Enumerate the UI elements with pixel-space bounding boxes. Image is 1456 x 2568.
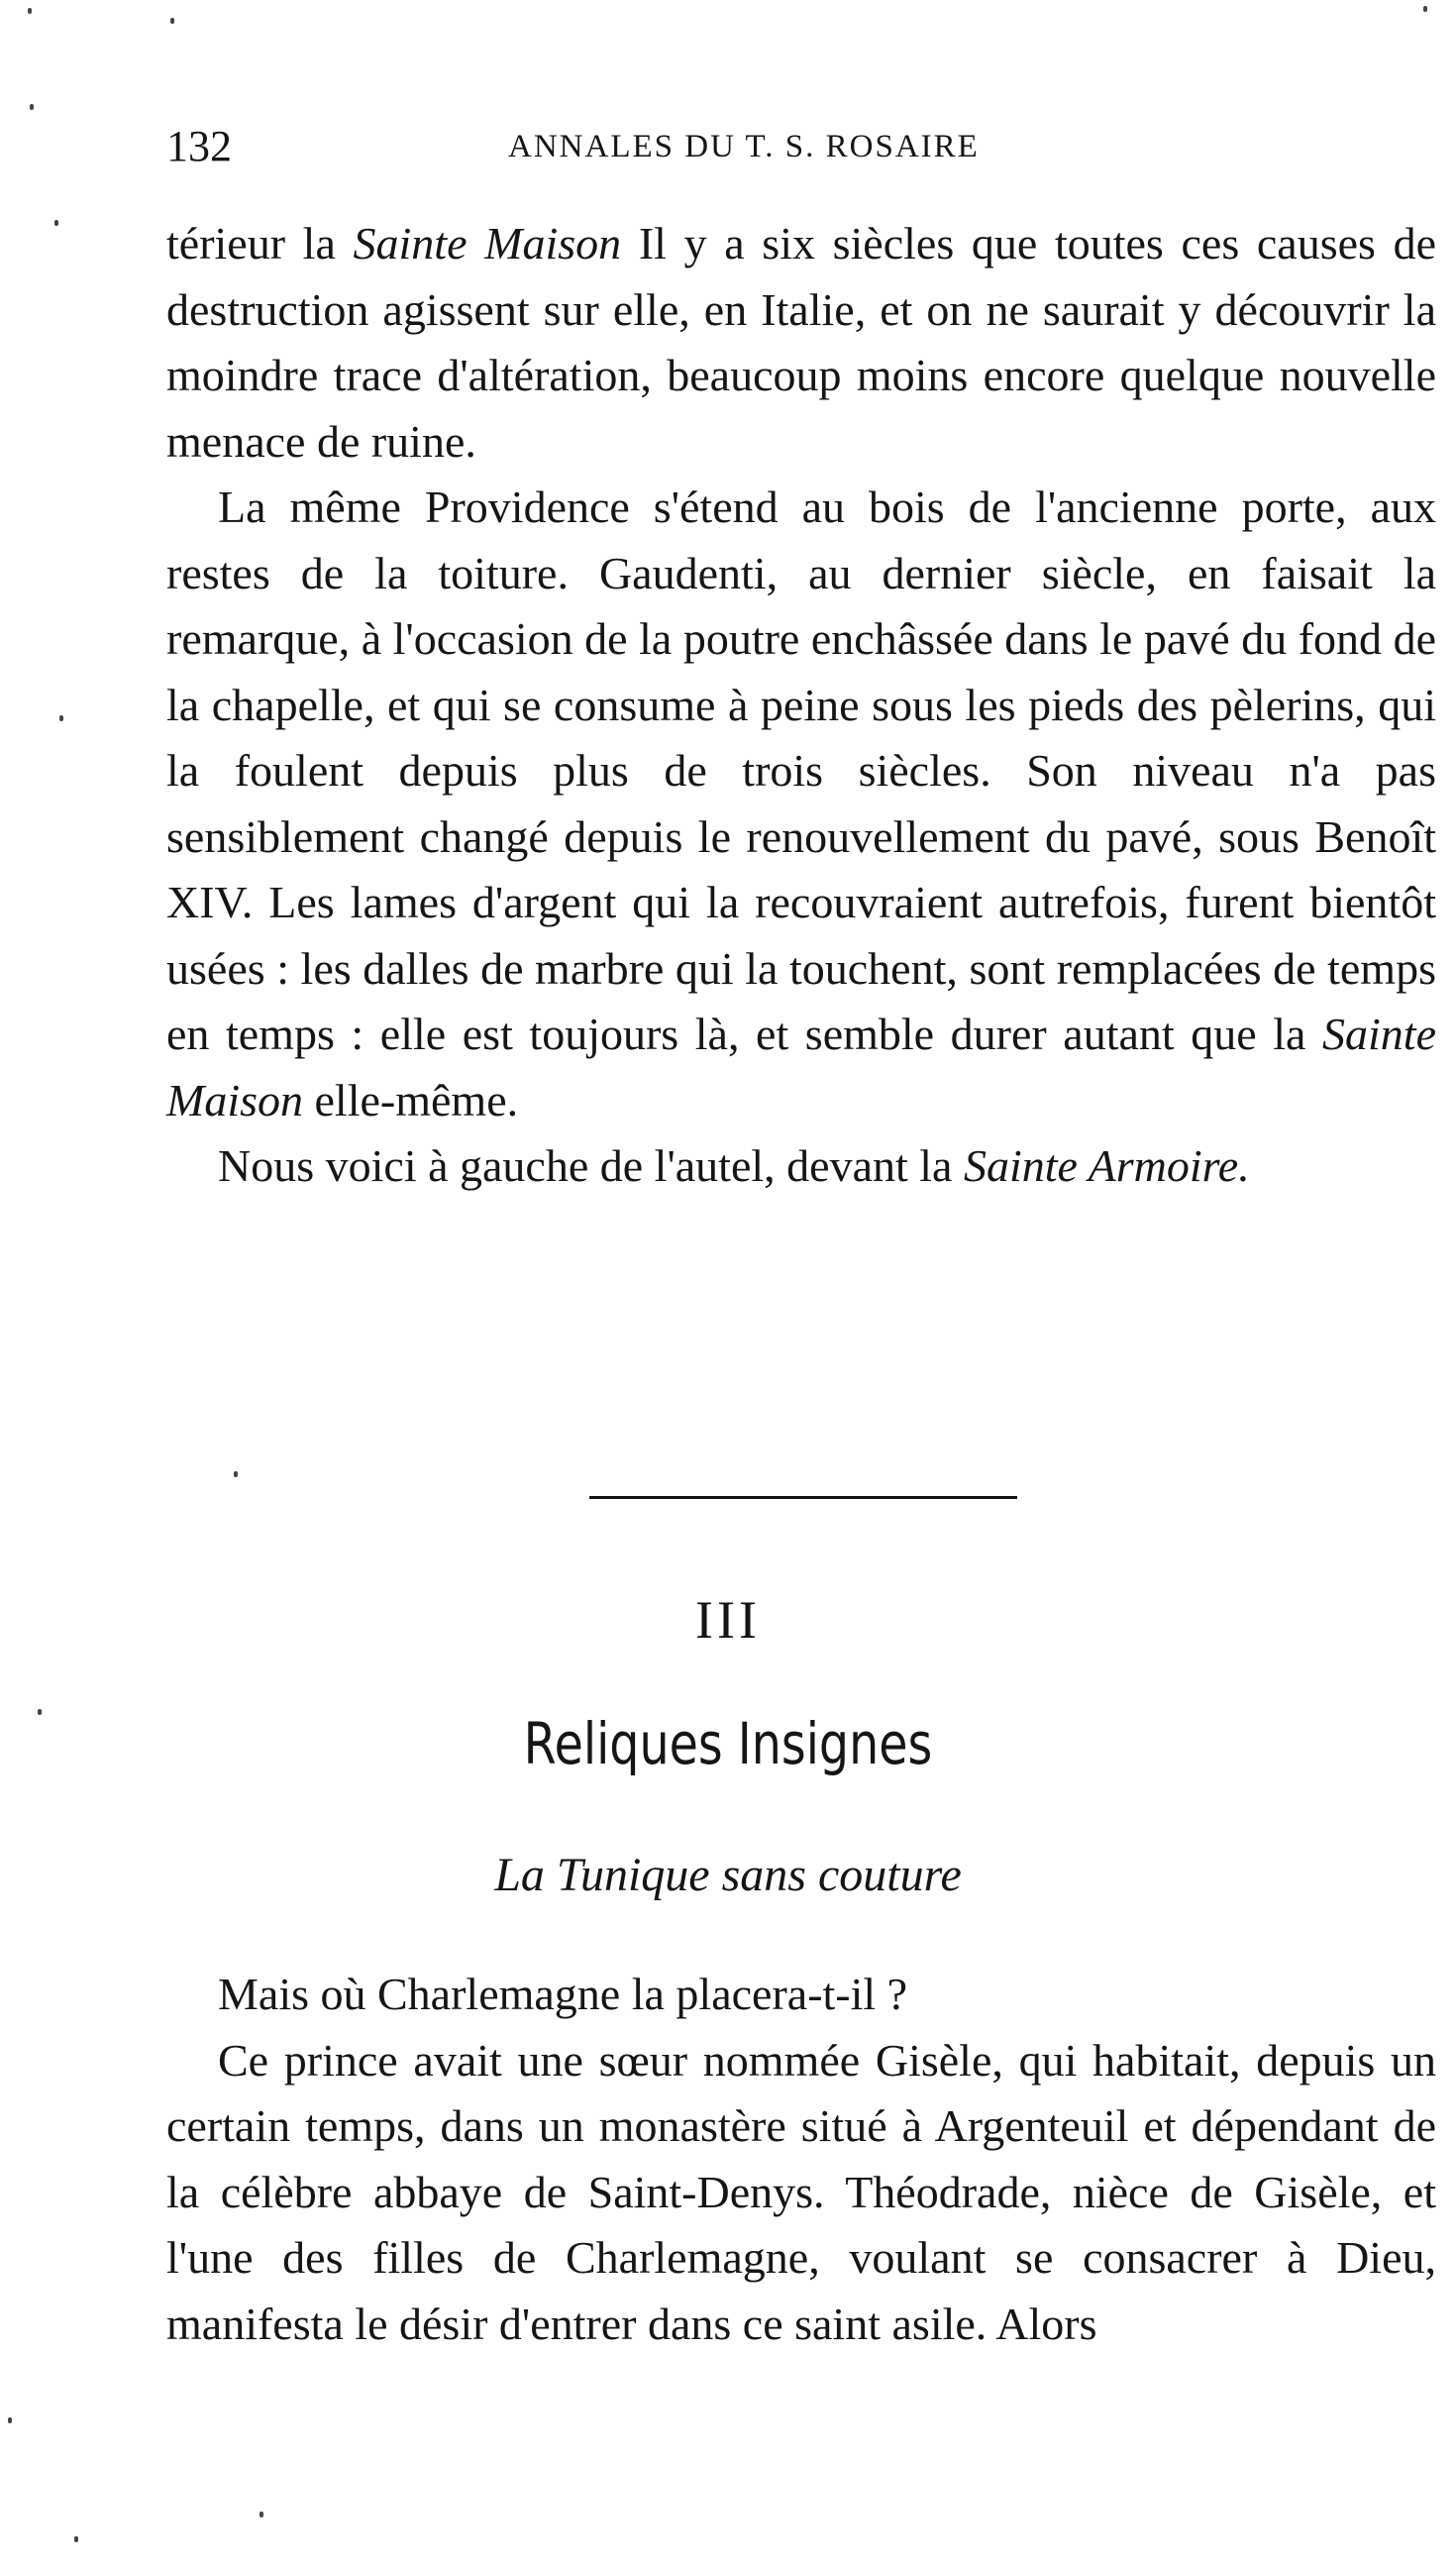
italic-term: Sainte Armoire. <box>963 1140 1250 1191</box>
paragraph-text: Nous voici à gauche de l'autel, devant la <box>218 1140 964 1191</box>
paragraph-text: térieur la <box>166 218 354 268</box>
section-divider <box>589 1496 1017 1499</box>
section-number: III <box>695 1590 761 1650</box>
body-text <box>166 211 1436 1200</box>
scan-speck <box>8 2417 12 2423</box>
italic-term: Sainte Maison <box>353 218 622 268</box>
paragraph-text: elle-même. <box>303 1074 519 1125</box>
scan-speck <box>170 18 174 24</box>
paragraph-armoire <box>166 1133 1436 1200</box>
scan-speck <box>260 2512 263 2517</box>
section-body <box>166 1962 1436 2357</box>
page-number: 132 <box>166 122 232 170</box>
paragraph-continued <box>166 211 1436 475</box>
section-subtitle: La Tunique sans couture <box>494 1849 962 1901</box>
section-title: Reliques Insignes <box>523 1710 933 1777</box>
running-head <box>166 117 1434 176</box>
italic-term: Sainte Maison <box>166 1009 1436 1125</box>
scan-speck <box>234 1471 238 1477</box>
paragraph-gisele: Ce prince avait une sœur nommée Gisèle, qui habitait, depuis un certain temps, dans un monastère situé à Argenteuil et dépendant de la célèbre abbaye de Saint-Denys. Théodrade, nièce de Gisèle, et l'une des filles de Charlemagne, voulant se consacrer à Dieu, manifesta le désir d'entrer dans ce saint asile. Alors <box>166 2034 1436 2349</box>
scan-speck <box>1423 6 1427 12</box>
scan-speck <box>59 715 63 721</box>
scan-speck <box>74 2536 78 2542</box>
running-title: ANNALES DU T. S. ROSAIRE <box>508 129 980 164</box>
scan-speck <box>28 8 32 14</box>
paragraph-text: Il y a six siècles que toutes ces causes de destruction agissent sur elle, en Italie, et on ne saurait y découvrir la moindre trace d'altération, beaucoup moins encore quelque nouvelle menace de ruine. <box>166 218 1436 467</box>
scan-speck <box>54 220 58 226</box>
paragraph-question: Mais où Charlemagne la placera-t-il ? <box>218 1969 908 2019</box>
paragraph-text: La même Providence s'étend au bois de l'ancienne porte, aux restes de la toiture. Gaudenti, au dernier siècle, en faisait la remarque, à l'occasion de la poutre enchâssée dans le pavé du fond de la chapelle, et qui se consume à peine sous les pieds des pèlerins, qui la foulent depuis plus de trois siècles. Son niveau n'a pas sensiblement changé depuis le renouvellement du pavé, sous Benoît XIV. Les lames d'argent qui la recouvraient autrefois, furent bientôt usées : les dalles de marbre qui la touchent, sont remplacées de temps en temps : elle est toujours là, et semble durer autant que la <box>166 482 1436 1059</box>
paragraph-providence <box>166 475 1436 1133</box>
scan-speck <box>38 1709 42 1715</box>
scan-speck <box>30 104 34 110</box>
